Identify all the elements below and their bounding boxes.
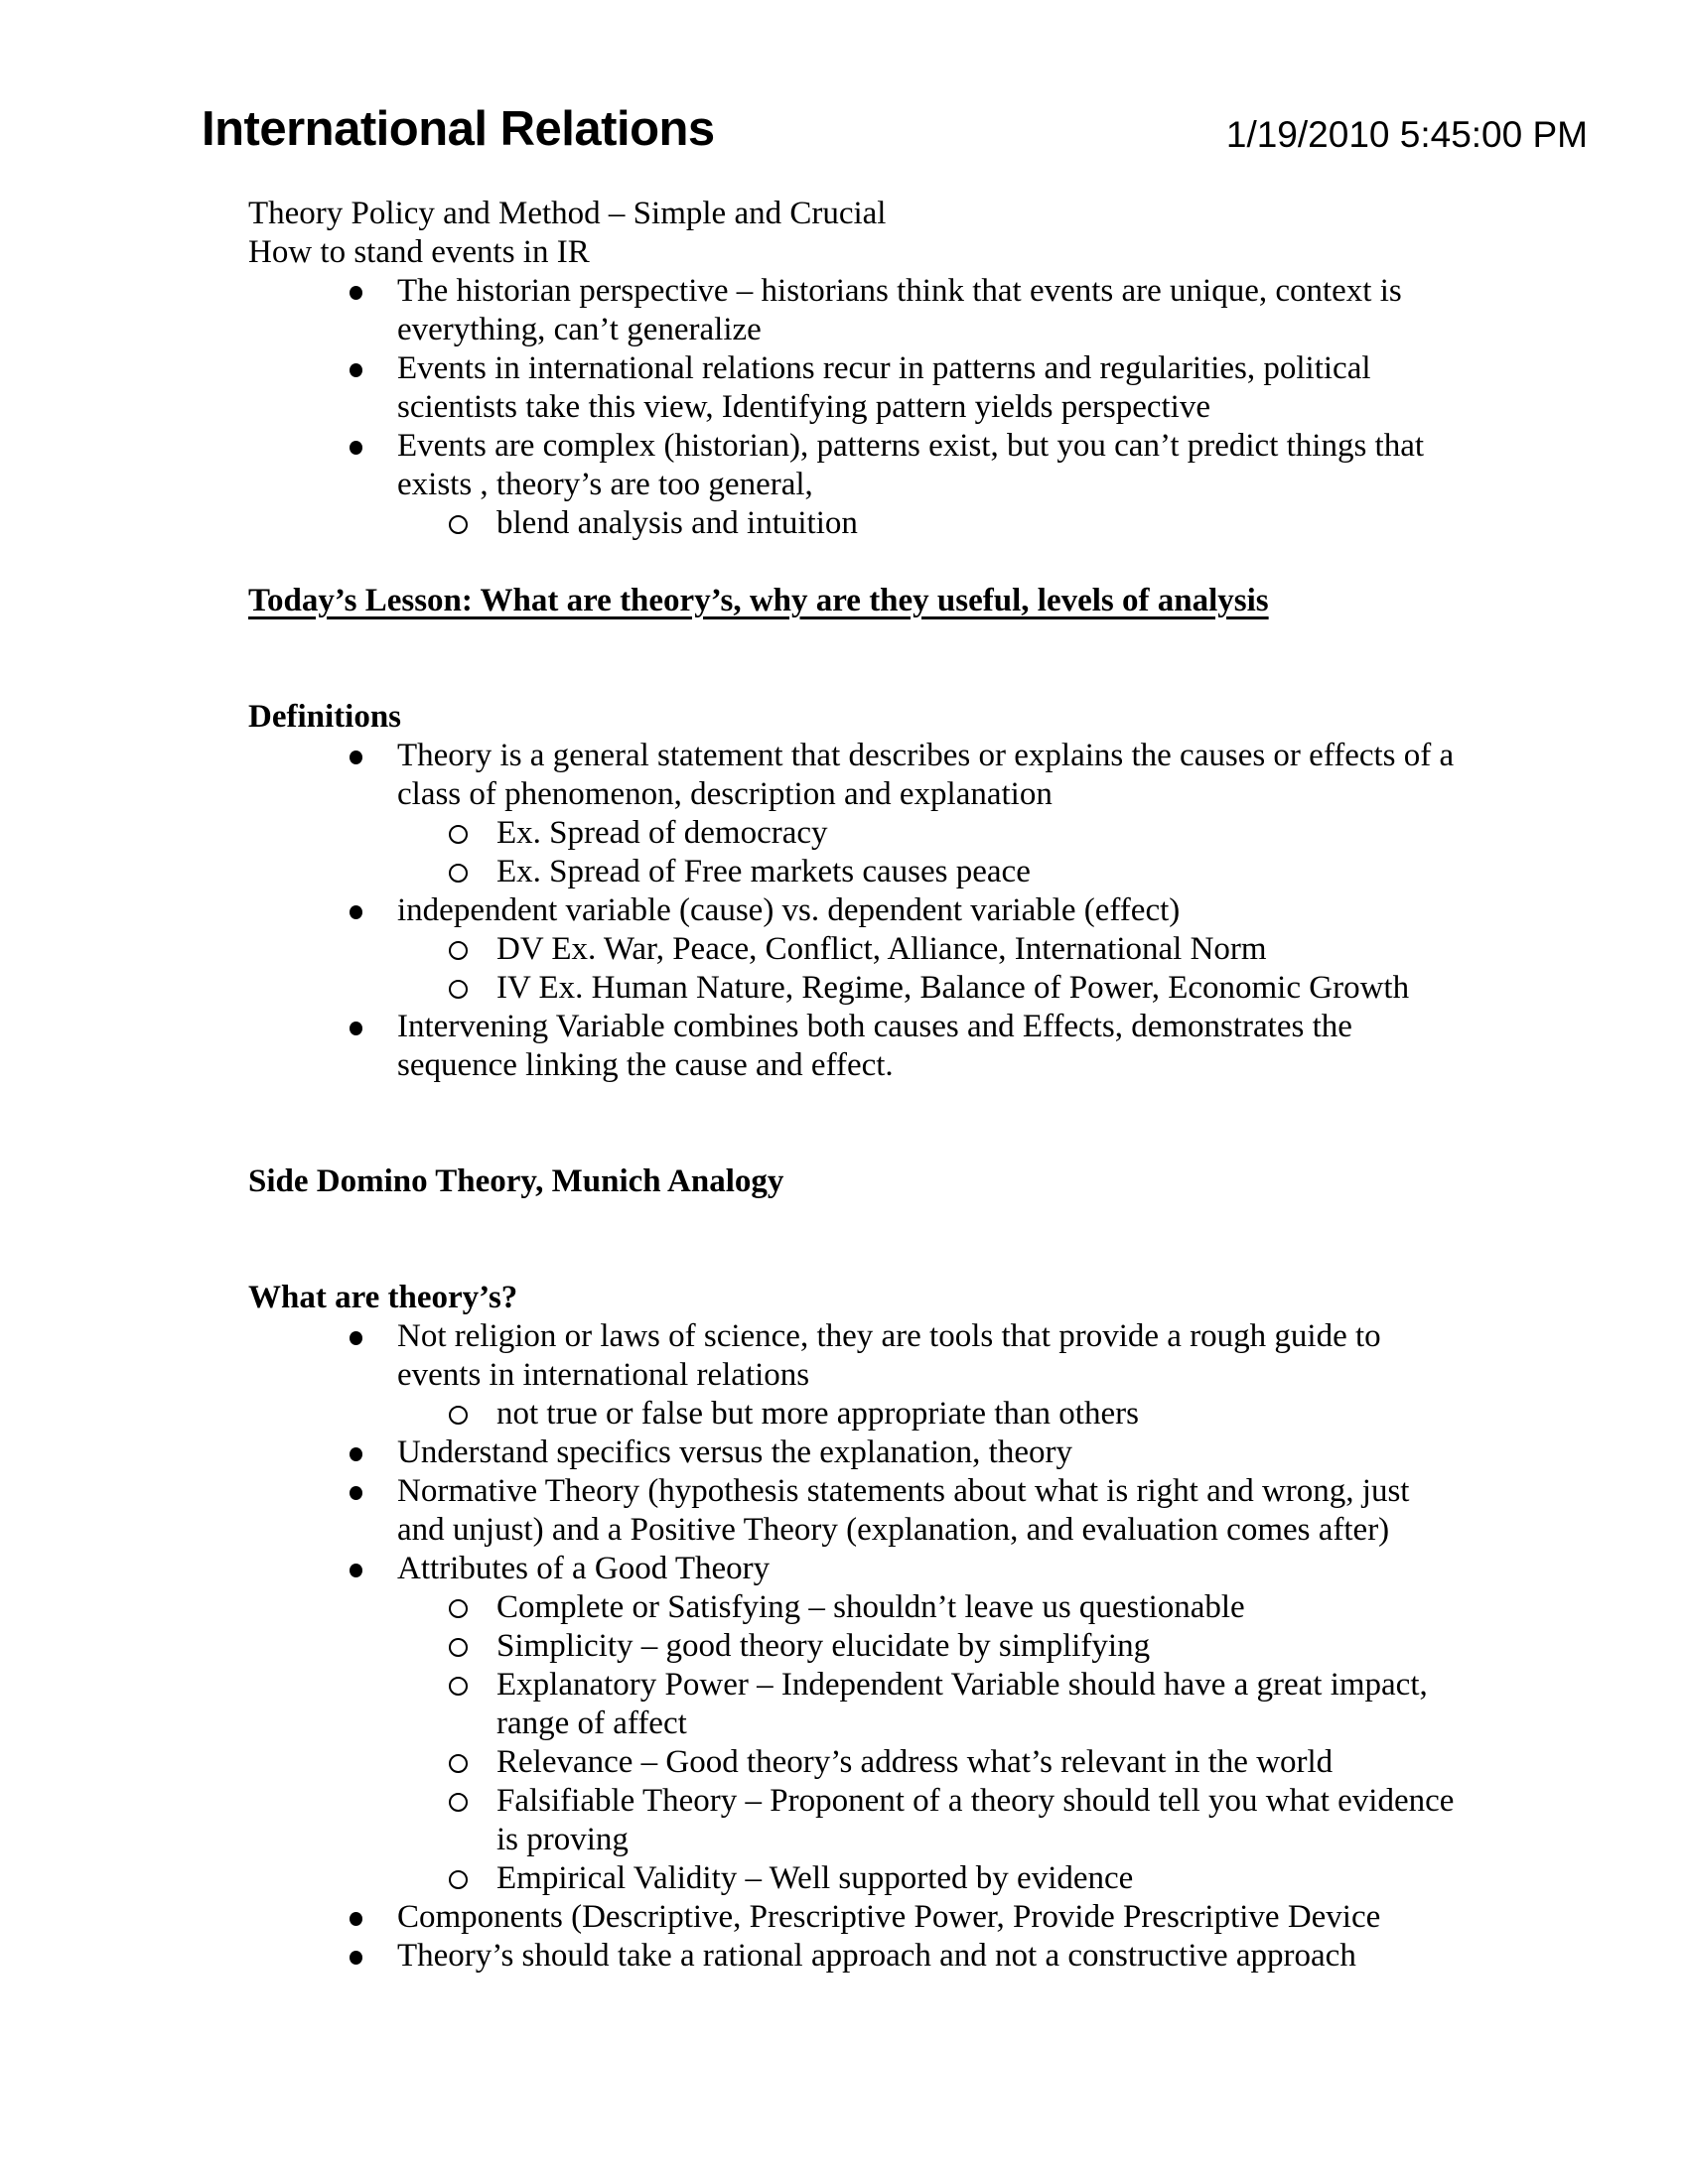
bullet-text: Events in international relations recur in patterns and regularities, political scientists take this view, Identifying pattern yields perspective <box>397 350 1371 425</box>
disc-bullet-icon <box>350 905 362 919</box>
circle-bullet-icon <box>449 825 468 844</box>
date-stamp: 1/19/2010 5:45:00 PM <box>1225 114 1588 155</box>
bullet-item <box>248 737 1460 814</box>
sub-bullet-item <box>248 969 1460 1008</box>
bullet-item <box>248 1472 1460 1550</box>
disc-bullet-icon <box>350 286 362 300</box>
circle-bullet-icon <box>449 1638 468 1657</box>
sub-bullet-item <box>248 1588 1460 1627</box>
disc-bullet-icon <box>350 751 362 764</box>
bullet-item <box>248 1898 1460 1937</box>
bullet-item <box>248 1937 1460 1976</box>
circle-bullet-icon <box>449 1793 468 1812</box>
bullet-text: blend analysis and intuition <box>496 505 858 541</box>
disc-bullet-icon <box>350 363 362 377</box>
bullet-text: Explanatory Power – Independent Variable should have a great impact, range of affect <box>496 1667 1428 1741</box>
section-heading: What are theory’s? <box>248 1280 518 1315</box>
circle-bullet-icon <box>449 515 468 534</box>
blank-line-spacer <box>248 620 1460 698</box>
bullet-item <box>248 349 1460 427</box>
bullet-text: Theory’s should take a rational approach and not a constructive approach <box>397 1938 1356 1974</box>
section-heading: Definitions <box>248 699 402 735</box>
section-heading: Side Domino Theory, Munich Analogy <box>248 1163 784 1199</box>
bullet-text: Complete or Satisfying – shouldn’t leave us questionable <box>496 1589 1245 1625</box>
paragraph: How to stand events in IR <box>248 234 590 270</box>
disc-bullet-icon <box>350 1486 362 1500</box>
bullet-text: Components (Descriptive, Prescriptive Power, Provide Prescriptive Device <box>397 1899 1381 1935</box>
bullet-text: Falsifiable Theory – Proponent of a theory should tell you what evidence is proving <box>496 1783 1455 1857</box>
bullet-text: DV Ex. War, Peace, Conflict, Alliance, International Norm <box>496 931 1267 967</box>
bullet-item <box>248 1317 1460 1395</box>
bullet-text: Theory is a general statement that describes or explains the causes or effects of a class of phenomenon, description and explanation <box>397 738 1455 812</box>
circle-bullet-icon <box>449 1870 468 1889</box>
sub-bullet-item <box>248 1859 1460 1898</box>
paragraph: Theory Policy and Method – Simple and Crucial <box>248 196 887 231</box>
disc-bullet-icon <box>350 1912 362 1926</box>
bullet-text: Normative Theory (hypothesis statements about what is right and wrong, just and unjust) and a Positive Theory (explanation, and evaluation comes after) <box>397 1473 1410 1548</box>
bullet-text: Relevance – Good theory’s address what’s relevant in the world <box>496 1744 1334 1780</box>
sub-bullet-item <box>248 504 1460 543</box>
sub-bullet-item <box>248 1782 1460 1859</box>
bullet-text: Understand specifics versus the explanation, theory <box>397 1434 1072 1470</box>
bullet-text: Intervening Variable combines both causes and Effects, demonstrates the sequence linking the cause and effect. <box>397 1009 1352 1083</box>
document-body <box>248 195 1460 1976</box>
sub-bullet-item <box>248 1743 1460 1782</box>
circle-bullet-icon <box>449 980 468 999</box>
circle-bullet-icon <box>449 941 468 960</box>
sub-bullet-item <box>248 1395 1460 1433</box>
bullet-text: Empirical Validity – Well supported by evidence <box>496 1860 1134 1896</box>
bullet-item <box>248 891 1460 930</box>
bullet-text: Ex. Spread of Free markets causes peace <box>496 854 1031 889</box>
sub-bullet-item <box>248 853 1460 891</box>
bullet-text: Simplicity – good theory elucidate by simplifying <box>496 1628 1151 1664</box>
sub-bullet-item <box>248 930 1460 969</box>
sub-bullet-item <box>248 1666 1460 1743</box>
bullet-item <box>248 1433 1460 1472</box>
blank-line-spacer <box>248 1085 1460 1162</box>
bullet-item <box>248 1008 1460 1085</box>
disc-bullet-icon <box>350 1331 362 1345</box>
blank-line-spacer <box>248 1201 1460 1279</box>
disc-bullet-icon <box>350 1022 362 1035</box>
bullet-text: Attributes of a Good Theory <box>397 1551 771 1586</box>
circle-bullet-icon <box>449 1677 468 1696</box>
disc-bullet-icon <box>350 441 362 455</box>
bullet-text: Ex. Spread of democracy <box>496 815 828 851</box>
bullet-text: not true or false but more appropriate than others <box>496 1396 1139 1432</box>
circle-bullet-icon <box>449 1406 468 1425</box>
bullet-text: The historian perspective – historians think that events are unique, context is everything, can’t generalize <box>397 273 1402 347</box>
disc-bullet-icon <box>350 1951 362 1965</box>
bullet-text: Events are complex (historian), patterns exist, but you can’t predict things that exists , theory’s are too general, <box>397 428 1425 502</box>
lesson-heading: Today’s Lesson: What are theory’s, why are they useful, levels of analysis <box>248 583 1269 618</box>
circle-bullet-icon <box>449 1599 468 1618</box>
blank-line-spacer <box>248 543 1460 582</box>
disc-bullet-icon <box>350 1447 362 1461</box>
bullet-text: independent variable (cause) vs. dependent variable (effect) <box>397 892 1181 928</box>
bullet-item <box>248 1550 1460 1588</box>
bullet-item <box>248 272 1460 349</box>
bullet-text: Not religion or laws of science, they are tools that provide a rough guide to events in international relations <box>397 1318 1381 1393</box>
circle-bullet-icon <box>449 1754 468 1773</box>
circle-bullet-icon <box>449 864 468 883</box>
disc-bullet-icon <box>350 1564 362 1577</box>
sub-bullet-item <box>248 814 1460 853</box>
sub-bullet-item <box>248 1627 1460 1666</box>
bullet-text: IV Ex. Human Nature, Regime, Balance of Power, Economic Growth <box>496 970 1410 1006</box>
page-title: International Relations <box>202 102 715 156</box>
bullet-item <box>248 427 1460 504</box>
